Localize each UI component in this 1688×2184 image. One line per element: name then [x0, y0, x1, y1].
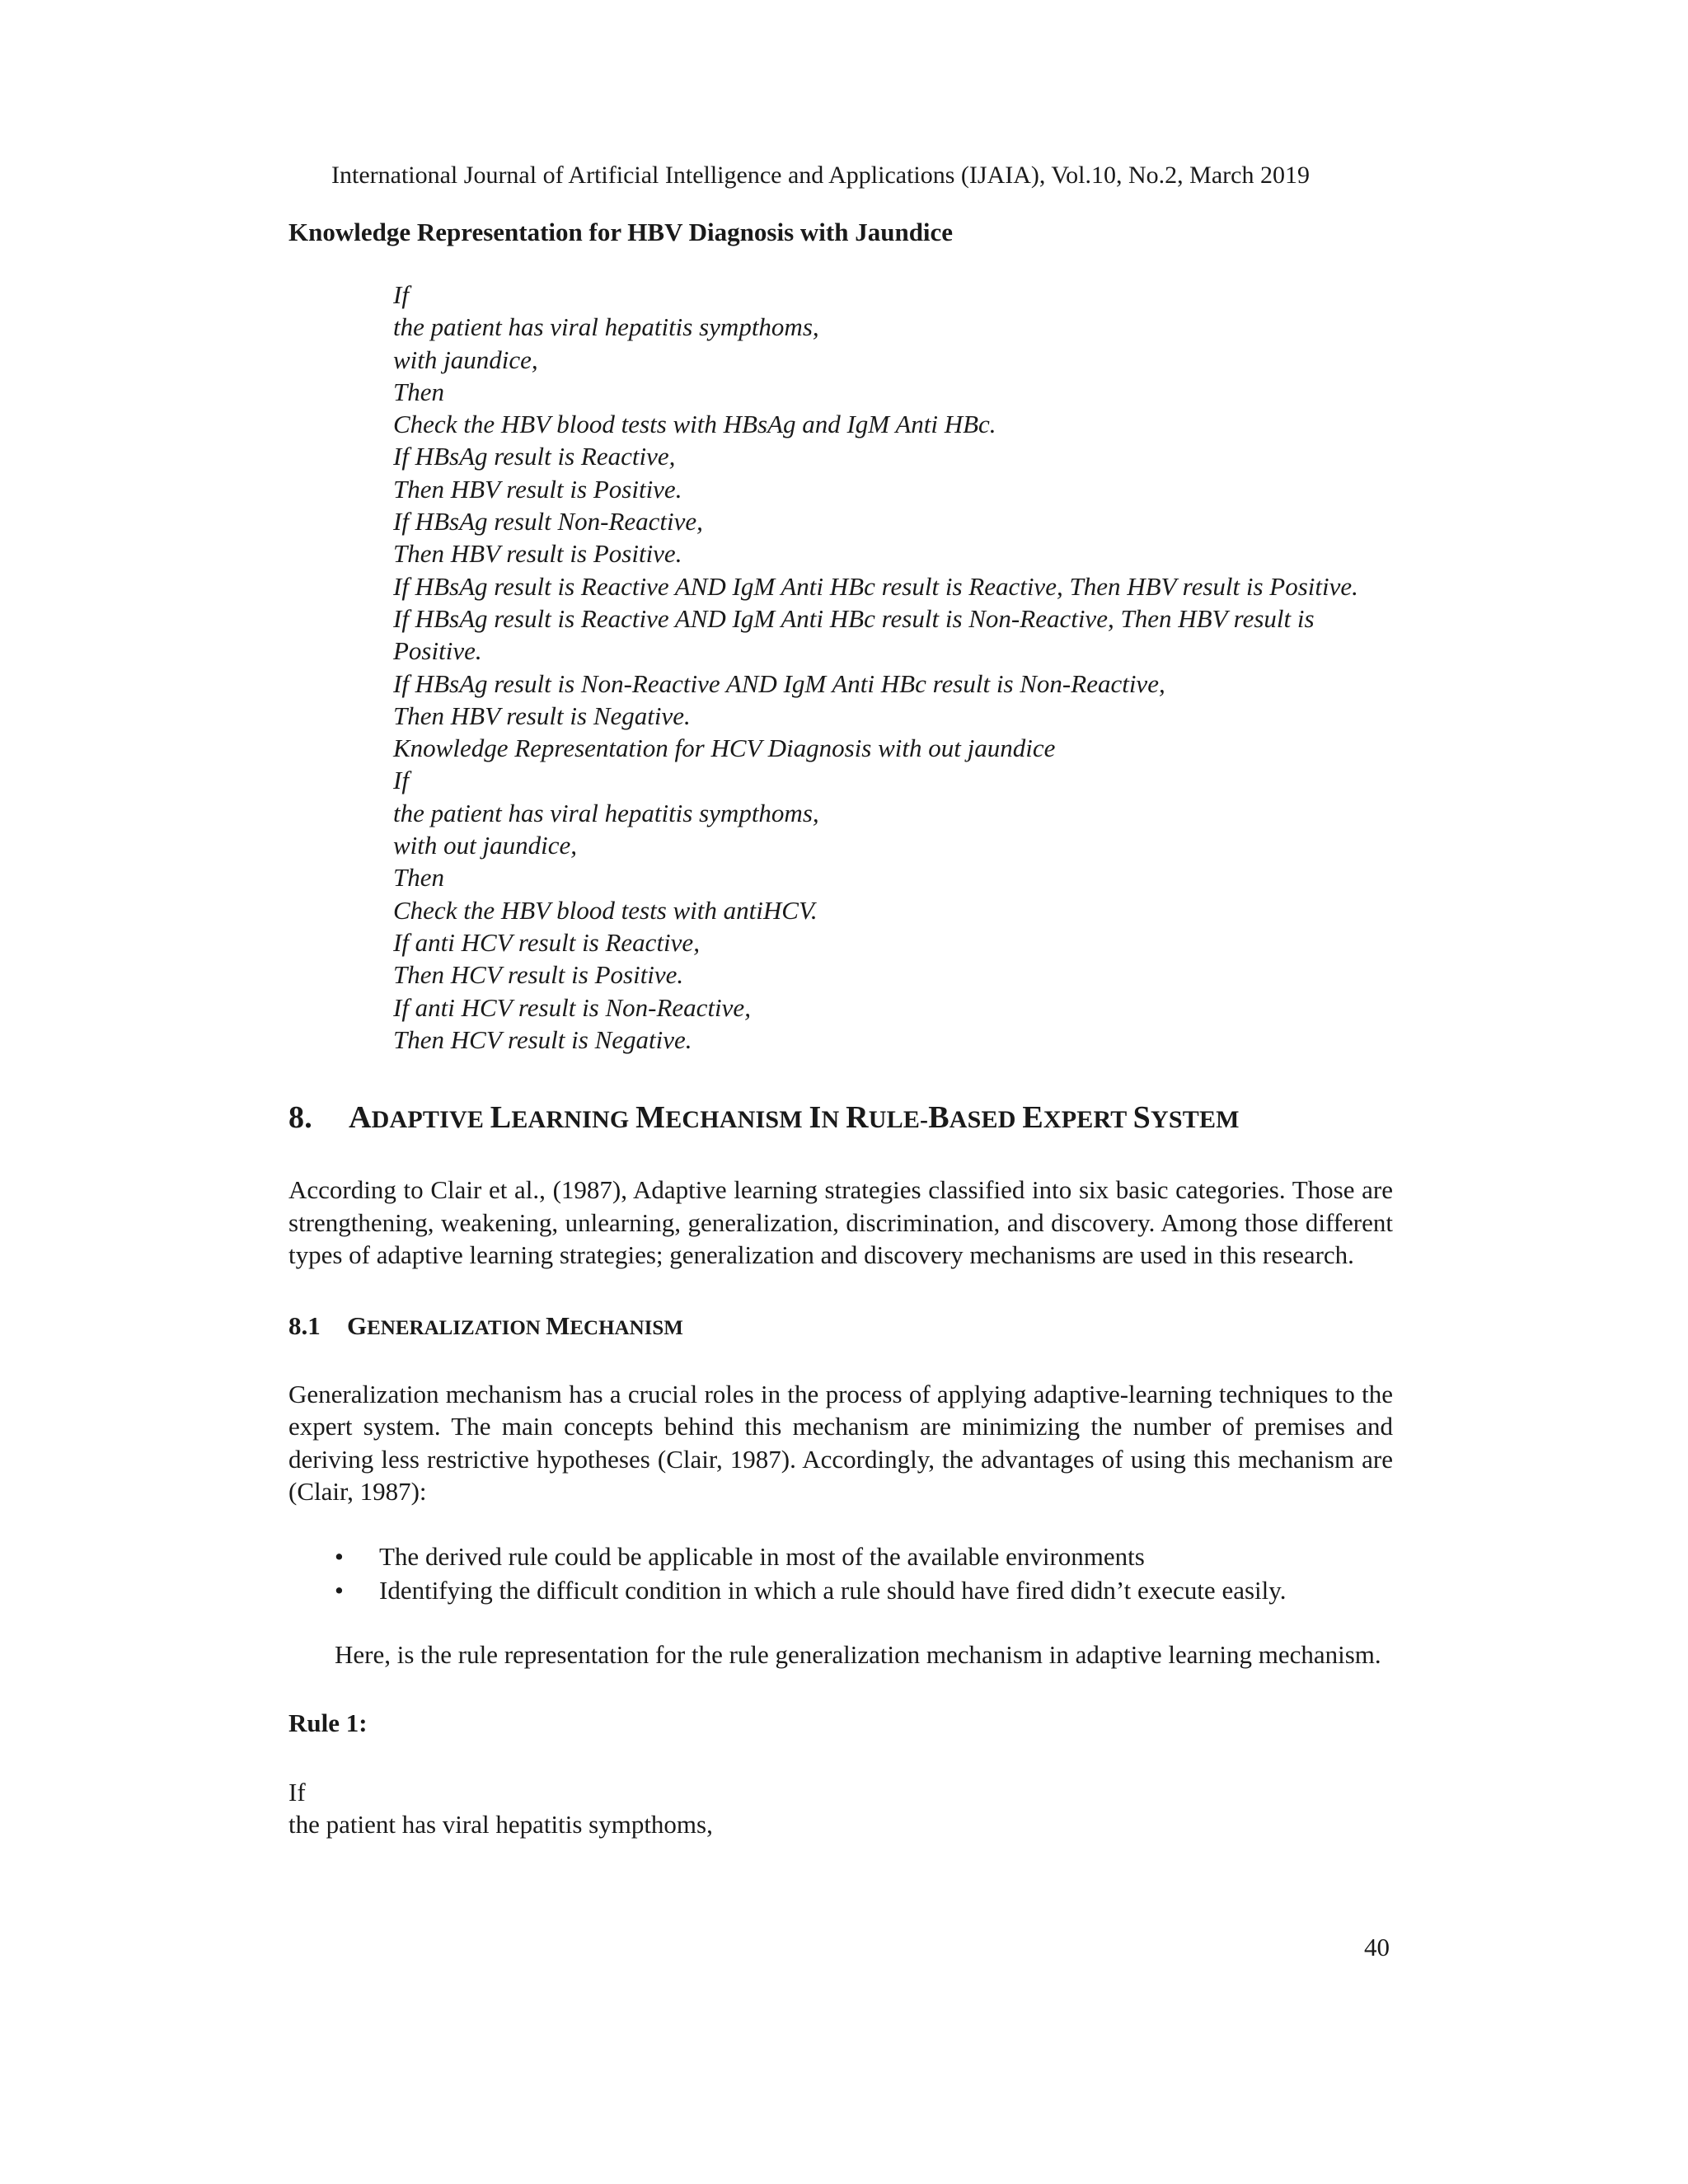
rule-line: Then HCV result is Positive.: [393, 960, 684, 990]
rule-line: If HBsAg result is Reactive AND IgM Anti HBc result is Non-Reactive, Then HBV result is Positive.: [393, 603, 1315, 666]
rule-line: with jaundice,: [393, 344, 538, 374]
section-8-1-paragraph: Generalization mechanism has a crucial roles in the process of applying adaptive-learning techniques to the expert system. The main concepts behind this mechanism are minimizing the number of premises and deriving less restrictive hypotheses (Clair, 1987). Accordingly, the advantages of using this mechanism are (Clair, 1987):: [288, 1379, 1393, 1507]
list-item: [335, 1573, 1393, 1607]
rule-1-heading: Rule 1:: [288, 1708, 368, 1738]
rule-line: Then: [393, 863, 444, 893]
rule-line: If anti HCV result is Reactive,: [393, 927, 700, 957]
section-8-1-heading: [288, 1310, 1393, 1345]
rule-line: Then HBV result is Negative.: [393, 701, 691, 730]
followup-paragraph: Here, is the rule representation for the rule generalization mechanism in adaptive learning mechanism.: [335, 1639, 1381, 1669]
rule-1-line: If: [288, 1778, 306, 1807]
list-item-text: Identifying the difficult condition in which a rule should have fired didn’t execute easily.: [379, 1575, 1287, 1605]
rule-line: Check the HBV blood tests with HBsAg and IgM Anti HBc.: [393, 410, 996, 439]
section-title: ADAPTIVE LEARNING MECHANISM IN RULE-BASED EXPERT SYSTEM: [349, 1100, 1240, 1136]
bullet-icon: •: [335, 1541, 344, 1571]
rule-line: the patient has viral hepatitis sympthoms,: [393, 798, 819, 827]
rule-line: If HBsAg result is Reactive,: [393, 442, 676, 471]
rule-line: If HBsAg result is Reactive AND IgM Anti HBc result is Reactive, Then HBV result is Positive.: [393, 571, 1358, 601]
advantages-list: [335, 1540, 1393, 1607]
section-8-heading: [288, 1099, 1393, 1139]
section-number: 8.: [288, 1100, 312, 1136]
rule-line: with out jaundice,: [393, 831, 578, 860]
rule-line: Check the HBV blood tests with antiHCV.: [393, 895, 818, 925]
hbv-hcv-rule-lines: [393, 279, 1393, 1056]
rule-line: the patient has viral hepatitis sympthoms,: [393, 312, 819, 342]
page-number: 40: [1364, 1933, 1390, 1961]
rule-1-line: the patient has viral hepatitis sympthoms,: [288, 1810, 713, 1840]
page-content: [288, 216, 1393, 1840]
rule-line: Then: [393, 377, 444, 406]
rule-line: If anti HCV result is Non-Reactive,: [393, 992, 751, 1022]
bullet-icon: •: [335, 1575, 344, 1605]
section-8-paragraph: According to Clair et al., (1987), Adaptive learning strategies classified into six basic categories. Those are strengthening, weakening, unlearning, generalization, discrimination, and discovery. Among those different types of adaptive learning strategies; generalization and discovery mechanisms are used in this research.: [288, 1175, 1393, 1270]
rule-line: Then HCV result is Negative.: [393, 1024, 692, 1054]
rule-line: Then HBV result is Positive.: [393, 474, 682, 504]
hbv-knowledge-title: Knowledge Representation for HBV Diagnosis with Jaundice: [288, 218, 954, 246]
subsection-title: GENERALIZATION MECHANISM: [347, 1310, 683, 1340]
rule-line: If: [393, 280, 409, 309]
running-header: International Journal of Artificial Intelligence and Applications (IJAIA), Vol.10, No.2, March 2019: [331, 162, 1310, 189]
rule-line: If: [393, 766, 409, 795]
list-item-text: The derived rule could be applicable in most of the available environments: [379, 1541, 1145, 1571]
rule-line: If HBsAg result Non-Reactive,: [393, 507, 703, 537]
rule-line: Knowledge Representation for HCV Diagnosis with out jaundice: [393, 733, 1056, 763]
subsection-number: 8.1: [288, 1310, 321, 1340]
list-item: [335, 1540, 1393, 1573]
rule-line: Then HBV result is Positive.: [393, 539, 682, 569]
rule-line: If HBsAg result is Non-Reactive AND IgM Anti HBc result is Non-Reactive,: [393, 668, 1165, 698]
